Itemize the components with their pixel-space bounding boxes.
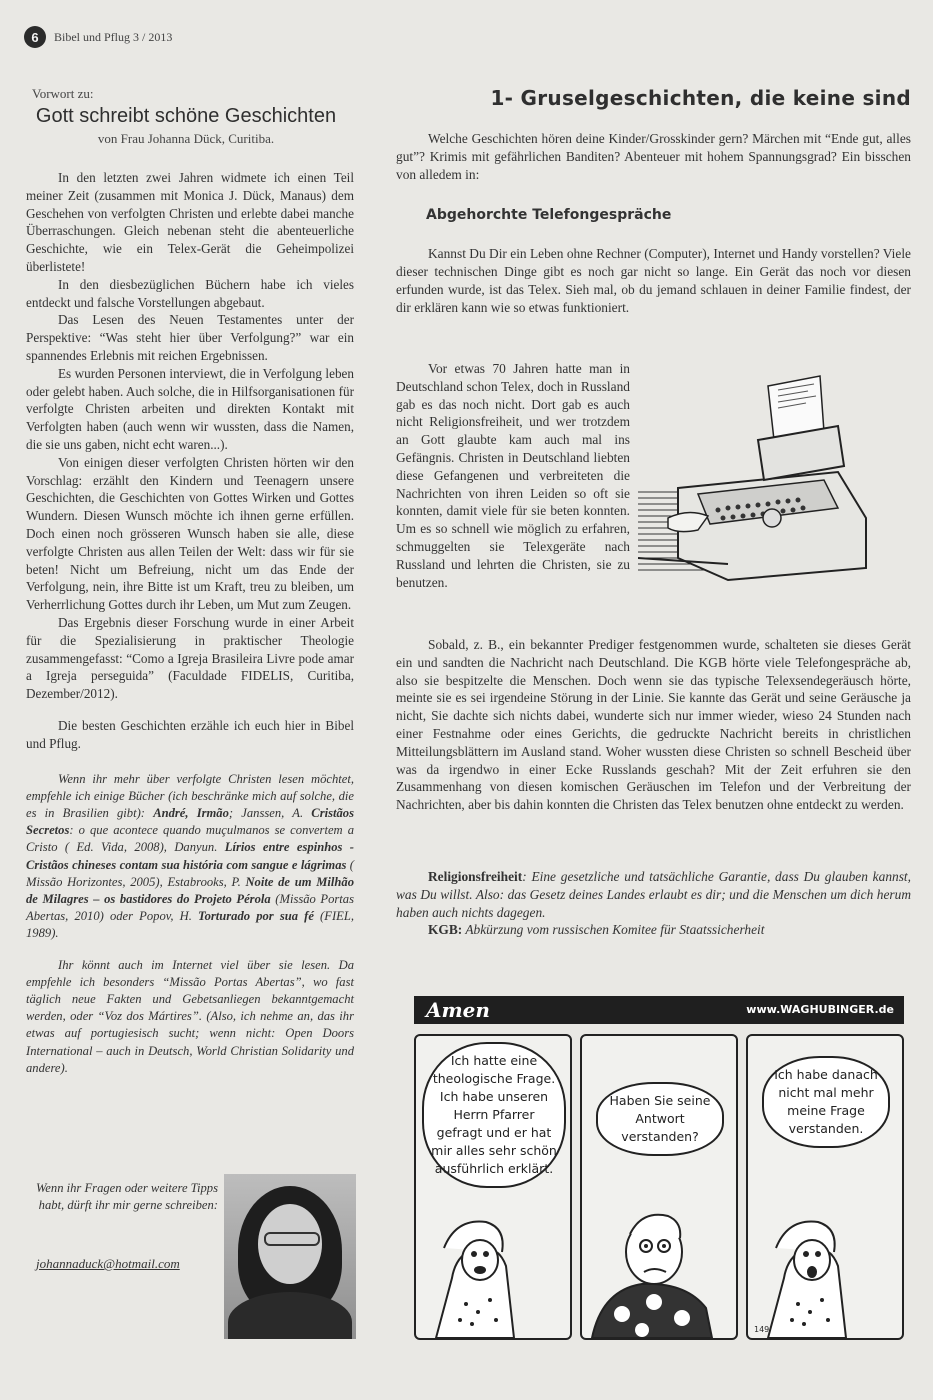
preface-paragraph: In den letzten zwei Jahren widmete ich einen Teil meiner Zeit (zusammen mit Monica J. Dück, Manaus) dem Geschehen von verfolgten Christen und erlebte dabei manche Überraschungen. Gleich nebenan steht die abenteuerliche Geschichte, wie ein Telex-Gerät die Geheimpolizei überlistete! (26, 170, 354, 274)
comic-brand: Amen (426, 998, 490, 1022)
preface-closing: Die besten Geschichten erzähle ich euch hier in Bibel und Pflug. (26, 717, 354, 751)
telex-illustration (638, 368, 870, 586)
preface-paragraph: Es wurden Personen interviewt, die in Verfolgung leben oder gelebt haben. Auch solche, die in Hilfsorganisationen für verfolgte Christen arbeiten und direkten Kontakt mit Verfolgten haben (auch wenn wir wussten, dass die Namen, die sie uns gaben, nicht echt waren...). (26, 365, 354, 452)
story-paragraph: Vor etwas 70 Jahren hatte man in Deutschland schon Telex, doch in Russland gab es das noch nicht. Dort gab es auch nicht Religionsfreiheit, und wer trotzdem an Gott glaubte kam auch mal ins Gefängnis. Christen in Deutschland liebten diese Gefangenen und verbreiteten die Nachrichten von ihren Leiden so oft sie konnten, damit viele für sie beten konnten. Um es so schnell wie möglich zu erfahren, schmuggelten sie Telexgeräte nach Russland und lehrten die Christen, sie zu benutzen. (396, 361, 630, 590)
speech-bubble-3: Ich habe danach nicht mal mehr meine Frage verstanden. (762, 1056, 890, 1148)
glossary-kgb: KGB: Abkürzung vom russischen Komitee für Staatssicherheit (428, 922, 765, 938)
story-subheading: Abgehorchte Telefongespräche (426, 207, 672, 224)
character-woman-icon (416, 1208, 570, 1338)
preface-paragraph: Das Ergebnis dieser Forschung wurde in einer Arbeit für die Spezialisierung in praktischer Theologie zusammengefasst: “Como a Igreja Brasileira Livre pode amar a Igreja perseguida” (Faculdade FIDELIS, Curitiba, Dezember/2012). (26, 614, 354, 702)
contact-note: Wenn ihr Fragen oder weitere Tipps habt, dürft ihr mir gerne schreiben: (35, 1181, 218, 1212)
comic-title-bar (414, 996, 904, 1024)
internet-recommendations: Ihr könnt auch im Internet viel über sie lesen. Da empfehle ich besonders “Missão Portas Abertas”, wo fast täglich neue Fakten und Gebetsanliegen bekanntgemacht werden, oder “Voz dos Mártires”. (Also, ich nehme an, das ihr etwas auf portugiesisch sucht; wenn nicht: Open Doors International – auch in Deutsch, World Christian Solidarity und andere). (26, 957, 354, 1075)
preface-byline: von Frau Johanna Dück, Curitiba. (97, 131, 275, 146)
page-header (24, 26, 172, 48)
story-continuation (396, 636, 911, 814)
story-paragraph: Kannst Du Dir ein Leben ohne Rechner (Computer), Internet und Handy vorstellen? Viele dieser technischen Dinge gibt es noch gar nicht so lange. Ein Gerät das noch vor diesen erfunden wurde, ist das Telex. Sieh mal, ob du jemand schlauen in deiner Familie findest, der dir erklären kann wie so etwas funktioniert. (396, 246, 911, 315)
comic-panel-3 (746, 1034, 904, 1340)
email-link[interactable]: johannaduck@hotmail.com (36, 1256, 180, 1271)
character-woman-icon (748, 1208, 902, 1338)
comic-strip (414, 996, 904, 1338)
speech-bubble-2: Haben Sie seine Antwort verstanden? (596, 1082, 724, 1156)
story-paragraph: Sobald, z. B., ein bekannter Prediger festgenommen wurde, schalteten sie dieses Gerät ein und sandten die Nachricht nach Deutschland. Die KGB hörte viele Telefongespräche ab, also sie bespitzelte die Menschen. Doch wenn sie das typische Telexsendegeräusch hörte, meinte sie es sei irgendeine Störung in der Linie. Sie kannte das Gerät und seine Geräusche ja nicht, Sie dachte sich nichts dabei, wunderte sich nur immer wieder, wieso 24 Stunden nach einer Festnahme oder eines Gerichts, die gedruckte Nachricht bereits in christlichen Mitteilungsblättern im Ausland stand. Woher wussten diese Christen so schnell Bescheid über was da irgendwo in einer Ecke Russlands geschah? Mit der Zeit erfuhren sie den Zusammenhang von diesen komischen Geräuschen im Telefon und der Verbreitung der Nachrichten, aber bis dahin konnten die Christen das Telex benutzen ohne entdeckt zu werden. (396, 637, 911, 813)
character-man-icon (582, 1198, 736, 1338)
comic-panel-2 (580, 1034, 738, 1340)
comic-panel-1 (414, 1034, 572, 1340)
comic-website: www.WAGHUBINGER.de (746, 1003, 894, 1016)
story-title: 1- Gruselgeschichten, die keine sind (490, 86, 911, 110)
preface-paragraph: In den diesbezüglichen Büchern habe ich vieles entdeckt und falsche Vorstellungen abgebaut. (26, 276, 354, 310)
speech-bubble-1: Ich hatte eine theologische Frage. Ich habe unseren Herrn Pfarrer gefragt und er hat mir alles sehr schön ausführlich erklärt. (422, 1042, 566, 1188)
comic-number: 149 (754, 1325, 770, 1334)
glossary (396, 868, 911, 939)
preface-paragraph: Das Lesen des Neuen Testamentes unter der Perspektive: “Was steht hier über Verfolgung?” war ein spannendes Erlebnis mit reichen Ergebnissen. (26, 312, 354, 363)
preface-label: Vorwort zu: (32, 86, 94, 101)
journal-name: Bibel und Pflug 3 / 2013 (54, 29, 173, 44)
author-photo (224, 1174, 356, 1339)
preface-column (26, 86, 354, 1077)
story-intro: Welche Geschichten hören deine Kinder/Grosskinder gern? Märchen mit “Ende gut, alles gut”? Krimis mit gefährlichen Banditen? Abenteuer mit hohem Spannungsgrad? Ein bisschen von alledem in: (396, 131, 911, 182)
glossary-religionsfreiheit: Religionsfreiheit: Eine gesetzliche und tatsächliche Garantie, dass Du glauben kannst, was Du willst. Also: das Gesetz deines Landes erlaubt es dir; und die Menschen um dich herum haben auch nichts dagegen. (396, 869, 911, 920)
page-number-badge: 6 (24, 26, 46, 48)
preface-paragraph: Von einigen dieser verfolgten Christen hörten wir den Vorschlag: erzählt den Kindern und Teenagern unsere Geschichten, die Geschichten von Gottes Wirken und Gottes Wundern. Diesen Wunsch möchte ich ihnen gerne erfüllen. Doch einen noch grösseren Wunsch haben sie alle, diese verfolgte Christen aus allen Teilen der Welt: dass wir für sie beten! Nicht um Befreiung, nicht um das Ende der Verfolgung, nein, ihre Bitte ist um Kraft, treu zu bleiben, um Verherrlichung Gottes durch ihr Leben, um Mut zum Zeugen. (26, 454, 354, 613)
book-recommendations: Wenn ihr mehr über verfolgte Christen lesen möchtet, empfehle ich einige Bücher (ich beschränke mich auf solche, die es in Brasilien gibt): André, Irmão; Janssen, A. Cristãos Secretos: o que acontece quando muçulmanos se convertem a Cristo ( Ed. Vida, 2008), Danyun. Lírios entre espinhos - Cristãos chineses contam sua história com sangue e lágrimas ( Missão Horizontes, 2005), Estabrooks, P. Noite de um Milhão de Milagres – os bastidores do Projeto Pérola (Missão Portas Abertas, 2010) oder Popov, H. Torturado por sua fé (FIEL, 1989). (26, 771, 355, 941)
story-wrapped-text (396, 360, 630, 591)
story-column (396, 86, 911, 317)
preface-title: Gott schreibt schöne Geschichten (35, 105, 337, 127)
